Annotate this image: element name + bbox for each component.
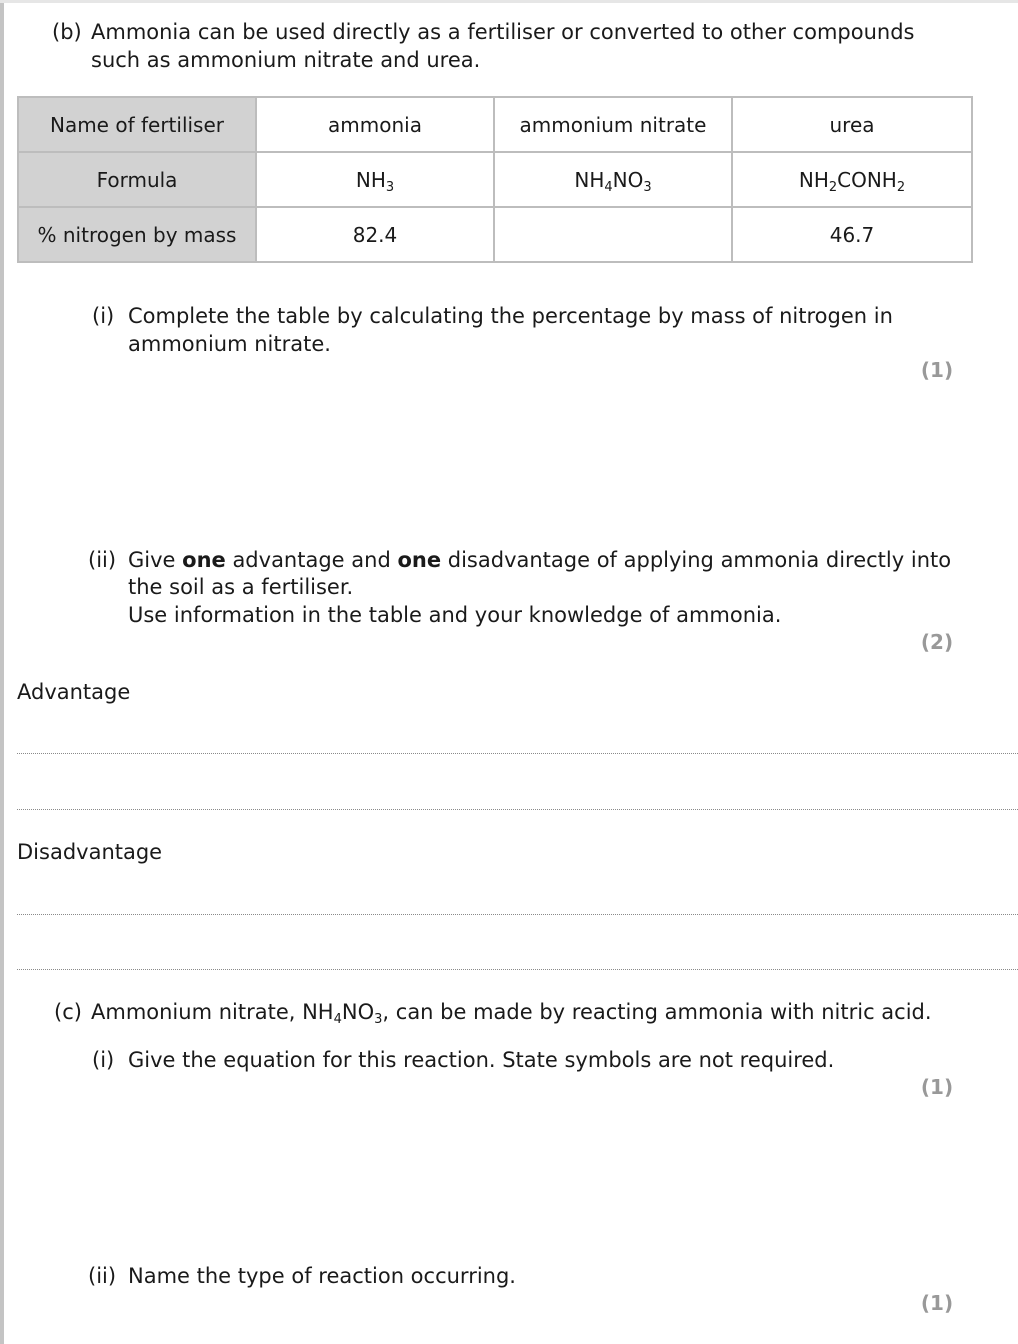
question-b-ii-line1: Give one advantage and one disadvantage of applying ammonia directly into [128, 548, 952, 572]
question-c-i-text: Give the equation for this reaction. State symbols are not required. [128, 1048, 835, 1072]
part-c-label: (c) [54, 1000, 82, 1024]
page-left-border [0, 0, 4, 1344]
question-b-i-label: (i) [92, 304, 115, 328]
row-header-formula: Formula [18, 152, 256, 207]
question-b-ii-line3: Use information in the table and your knowledge of ammonia. [128, 603, 782, 627]
marks-c-ii: (1) [920, 1291, 954, 1315]
marks-b-ii: (2) [920, 630, 954, 654]
cell-formula-urea: $NH_2CONH_2$ [732, 152, 972, 207]
marks-c-i: (1) [920, 1075, 954, 1099]
disadvantage-label: Disadvantage [17, 840, 163, 864]
question-c-i-label: (i) [92, 1048, 115, 1072]
marks-b-i: (1) [920, 358, 954, 382]
part-b-label: (b) [52, 20, 82, 44]
page-top-border [0, 0, 1018, 3]
advantage-answer-line-2[interactable] [17, 809, 1018, 810]
cell-name-ammonium-nitrate: ammonium nitrate [494, 97, 732, 152]
question-c-ii-label: (ii) [88, 1264, 117, 1288]
cell-percent-ammonium-nitrate-answer[interactable] [494, 207, 732, 262]
advantage-label: Advantage [17, 680, 131, 704]
disadvantage-answer-line-2[interactable] [17, 969, 1018, 970]
cell-percent-ammonia: 82.4 [256, 207, 494, 262]
advantage-answer-line-1[interactable] [17, 753, 1018, 754]
question-b-ii-label: (ii) [88, 548, 117, 572]
fertiliser-table [17, 96, 973, 263]
question-c-ii-text: Name the type of reaction occurring. [128, 1264, 516, 1288]
disadvantage-answer-line-1[interactable] [17, 914, 1018, 915]
row-header-percent: % nitrogen by mass [18, 207, 256, 262]
table-row [18, 152, 972, 207]
question-b-i-line2: ammonium nitrate. [128, 332, 331, 356]
question-b-ii-line2: the soil as a fertiliser. [128, 575, 354, 599]
row-header-name: Name of fertiliser [18, 97, 256, 152]
table-row [18, 97, 972, 152]
table-row [18, 207, 972, 262]
part-b-intro-line2: such as ammonium nitrate and urea. [91, 48, 481, 72]
cell-formula-ammonia: $NH_3$ [256, 152, 494, 207]
cell-name-ammonia: ammonia [256, 97, 494, 152]
part-c-intro: Ammonium nitrate, $NH_4NO_3$, can be made by reacting ammonia with nitric acid. [91, 1000, 932, 1027]
question-b-i-line1: Complete the table by calculating the percentage by mass of nitrogen in [128, 304, 893, 328]
cell-name-urea: urea [732, 97, 972, 152]
cell-percent-urea: 46.7 [732, 207, 972, 262]
cell-formula-ammonium-nitrate: $NH_4NO_3$ [494, 152, 732, 207]
part-b-intro-line1: Ammonia can be used directly as a fertiliser or converted to other compounds [91, 20, 915, 44]
